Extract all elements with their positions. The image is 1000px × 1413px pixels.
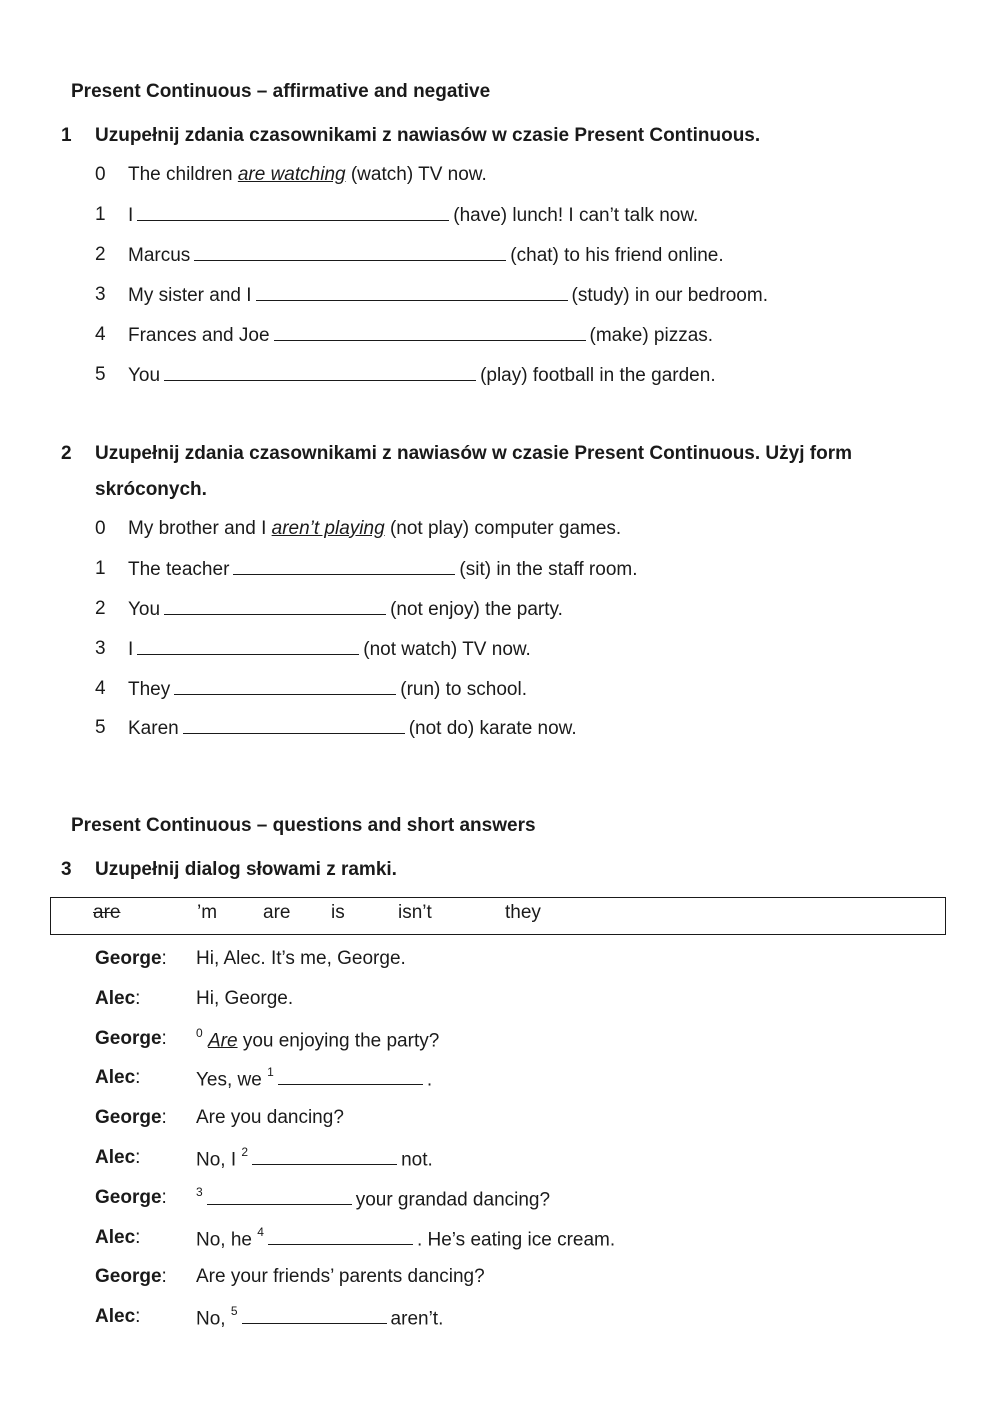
exercise-3-number: 3 xyxy=(61,859,72,880)
dialog-line-7: No, he $^4$ . He’s eating ice cream. xyxy=(196,1225,616,1251)
answer-blank[interactable] xyxy=(274,324,586,341)
answer-blank[interactable] xyxy=(207,1188,352,1205)
ex1-item-number: 4 xyxy=(95,324,106,345)
section-title-questions: Present Continuous – questions and short answers xyxy=(71,815,536,836)
ex1-item-number: 0 xyxy=(95,164,106,185)
dialog-line-2: $^0$ Are you enjoying the party? xyxy=(196,1026,440,1052)
dialog-line-4: Are you dancing? xyxy=(196,1107,344,1128)
example-answer: are watching xyxy=(237,164,346,185)
dialog-speaker: George: xyxy=(95,1107,167,1128)
ex2-item-number: 0 xyxy=(95,518,106,539)
ex2-item-number: 3 xyxy=(95,638,106,659)
answer-blank[interactable] xyxy=(174,678,396,695)
answer-blank[interactable] xyxy=(183,717,405,734)
dialog-line-9: No, $^5$ aren’t. xyxy=(196,1304,444,1330)
exercise-1-instruction: Uzupełnij zdania czasownikami z nawiasów w czasie Present Continuous. xyxy=(95,125,761,146)
exercise-2-number: 2 xyxy=(61,443,72,464)
answer-blank[interactable] xyxy=(164,364,476,381)
answer-blank[interactable] xyxy=(256,284,568,301)
example-answer: Are xyxy=(207,1030,238,1052)
dialog-speaker: George: xyxy=(95,1266,167,1287)
word-box-item: they xyxy=(505,902,541,923)
dialog-speaker: George: xyxy=(95,1187,167,1208)
word-box-item: are xyxy=(263,902,291,923)
answer-blank[interactable] xyxy=(233,558,455,575)
section-title-affirmative-negative: Present Continuous – affirmative and negative xyxy=(71,81,491,102)
ex1-item-number: 1 xyxy=(95,204,106,225)
ex1-item-number: 3 xyxy=(95,284,106,305)
exercise-2-instruction: Uzupełnij zdania czasownikami z nawiasów w czasie Present Continuous. Użyj form xyxy=(95,443,853,464)
ex2-item-number: 4 xyxy=(95,678,106,699)
word-box-item-used: are xyxy=(93,902,121,923)
ex1-item-3: My sister and I (study) in our bedroom. xyxy=(128,285,768,306)
answer-blank[interactable] xyxy=(268,1228,413,1245)
answer-blank[interactable] xyxy=(278,1068,423,1085)
ex1-item-0: The children are watching (watch) TV now. xyxy=(128,164,487,185)
exercise-1-number: 1 xyxy=(61,125,72,146)
answer-blank[interactable] xyxy=(137,638,359,655)
example-answer: aren’t playing xyxy=(271,518,385,539)
answer-blank[interactable] xyxy=(252,1148,397,1165)
ex1-item-2: Marcus (chat) to his friend online. xyxy=(128,245,724,266)
dialog-line-3: Yes, we $^1$ . xyxy=(196,1065,433,1091)
dialog-speaker: Alec: xyxy=(95,988,141,1009)
ex1-item-5: You (play) football in the garden. xyxy=(128,365,716,386)
dialog-speaker: Alec: xyxy=(95,1147,141,1168)
dialog-line-8: Are your friends’ parents dancing? xyxy=(196,1266,485,1287)
dialog-line-0: Hi, Alec. It’s me, George. xyxy=(196,948,406,969)
ex1-item-4: Frances and Joe (make) pizzas. xyxy=(128,325,714,346)
dialog-speaker: George: xyxy=(95,948,167,969)
word-box xyxy=(50,897,946,935)
ex2-item-number: 5 xyxy=(95,717,106,738)
ex2-item-4: They (run) to school. xyxy=(128,679,527,700)
ex1-item-number: 2 xyxy=(95,244,106,265)
dialog-speaker: George: xyxy=(95,1028,167,1049)
dialog-line-1: Hi, George. xyxy=(196,988,294,1009)
answer-blank[interactable] xyxy=(137,204,449,221)
ex2-item-3: I (not watch) TV now. xyxy=(128,639,531,660)
ex2-item-number: 1 xyxy=(95,558,106,579)
ex1-item-1: I (have) lunch! I can’t talk now. xyxy=(128,205,699,226)
word-box-item: ’m xyxy=(197,902,218,923)
ex2-item-number: 2 xyxy=(95,598,106,619)
exercise-2-instruction-cont: skróconych. xyxy=(95,479,207,500)
answer-blank[interactable] xyxy=(164,598,386,615)
ex2-item-5: Karen (not do) karate now. xyxy=(128,718,577,739)
exercise-3-instruction: Uzupełnij dialog słowami z ramki. xyxy=(95,859,397,880)
dialog-speaker: Alec: xyxy=(95,1227,141,1248)
dialog-speaker: Alec: xyxy=(95,1306,141,1327)
dialog-line-5: No, I $^2$ not. xyxy=(196,1145,433,1171)
answer-blank[interactable] xyxy=(194,244,506,261)
ex1-item-number: 5 xyxy=(95,364,106,385)
ex2-item-2: You (not enjoy) the party. xyxy=(128,599,563,620)
answer-blank[interactable] xyxy=(242,1307,387,1324)
dialog-line-6: $^3$ your grandad dancing? xyxy=(196,1185,551,1211)
word-box-item: is xyxy=(331,902,345,923)
ex2-item-1: The teacher (sit) in the staff room. xyxy=(128,559,638,580)
word-box-item: isn’t xyxy=(398,902,432,923)
dialog-speaker: Alec: xyxy=(95,1067,141,1088)
ex2-item-0: My brother and I aren’t playing (not play) computer games. xyxy=(128,518,622,539)
